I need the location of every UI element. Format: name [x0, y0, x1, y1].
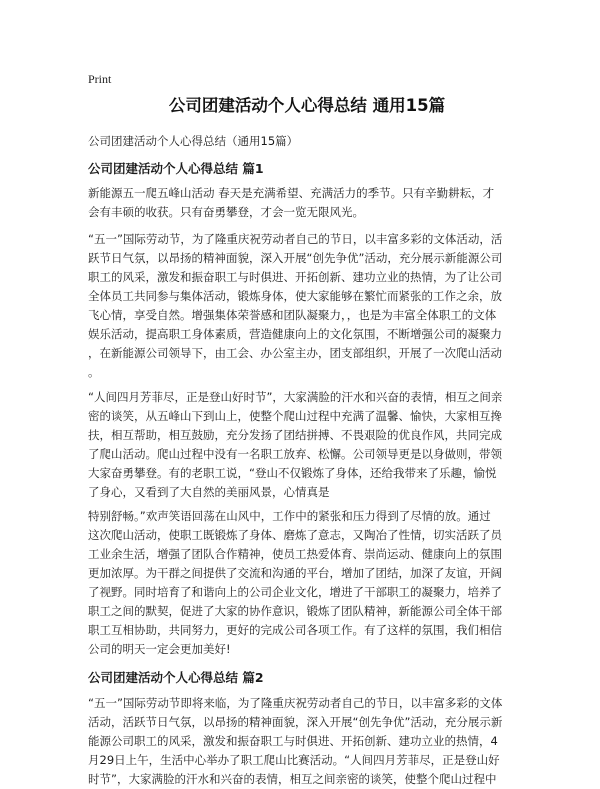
- document-title: 公司团建活动个人心得总结 通用15篇: [168, 96, 446, 115]
- paragraph-line: ，在新能源公司领导下，由工会、办公室主办，团支部组织，开展了一次爬山活动: [88, 346, 502, 360]
- paragraph-line: 职工互相协助，共同努力，更好的完成公司各项工作。有了这样的氛围，我们相信: [88, 623, 502, 637]
- paragraph-line: 跃节日气氛，以昂扬的精神面貌，深入开展“创先争优”活动，充分展示新能源公司: [88, 251, 503, 265]
- document-subtitle: 公司团建活动个人心得总结（通用15篇）: [88, 134, 299, 148]
- paragraph-line: 了爬山活动。爬山过程中没有一名职工放弃、松懈。公司领导更是以身做则，带领: [88, 447, 502, 461]
- paragraph-line: 公司的明天一定会更加美好!: [88, 642, 231, 656]
- paragraph-line: 扶，相互帮助，相互鼓励，充分发扬了团结拼搏、不畏艰险的优良作风，共同完成: [88, 428, 502, 442]
- paragraph-line: 密的谈笑，从五峰山下到山上，使整个爬山过程中充满了温馨、愉快，大家相互搀: [88, 409, 502, 423]
- paragraph-line: 工业余生活，增强了团队合作精神，使员工热爱体育、崇尚运动、健康向上的氛围: [88, 547, 502, 561]
- paragraph-line: 了身心，又看到了大自然的美丽风景，心情真是: [88, 485, 330, 499]
- paragraph-line: 时节”，大家满脸的汗水和兴奋的表情，相互之间亲密的谈笑，使整个爬山过程中: [88, 772, 497, 786]
- paragraph-line: 特别舒畅。”欢声笑语回荡在山风中，工作中的紧张和压力得到了尽情的放。通过: [88, 509, 491, 523]
- paragraph-line: “人间四月芳菲尽，正是登山好时节”，大家满脸的汗水和兴奋的表情，相互之间亲: [88, 390, 503, 404]
- paragraph-line: 这次爬山活动，使职工既锻炼了身体、磨炼了意志，又陶冶了性情，切实活跃了员: [88, 528, 502, 542]
- paragraph-line: 职工的风采，激发和振奋职工与时俱进、开拓创新、建功立业的热情，为了让公司: [88, 270, 502, 284]
- paragraph-line: 会有丰硕的收获。只有奋勇攀登，才会一览无限风光。: [88, 205, 364, 219]
- paragraph-line: 了视野。同时培育了和谐向上的公司企业文化，增进了干部职工的凝聚力，培养了: [88, 585, 502, 599]
- paragraph-line: 更加浓厚。为干群之间提供了交流和沟通的平台，增加了团结，加深了友谊，开阔: [88, 566, 502, 580]
- paragraph-line: 飞心情，享受自然。增强集体荣誉感和团队凝聚力，，也是为丰富全体职工的文体: [88, 308, 497, 322]
- paragraph-line: 职工之间的默契，促进了大家的协作意识，锻炼了团队精神，新能源公司全体干部: [88, 604, 502, 618]
- section-heading-1: 公司团建活动个人心得总结 篇1: [88, 161, 264, 176]
- paragraph-line: 能源公司职工的风采，激发和振奋职工与时俱进、开拓创新、建功立业的热情，4: [88, 734, 498, 748]
- paragraph-line: 活动，活跃节日气氛，以昂扬的精神面貌，深入开展“创先争优”活动，充分展示新: [88, 715, 503, 729]
- paragraph-line: “五一”国际劳动节即将来临，为了隆重庆祝劳动者自己的节日，以丰富多彩的文体: [88, 696, 503, 710]
- paragraph-line: 娱乐活动，提高职工身体素质，营造健康向上的文化氛围，不断增强公司的凝聚力: [88, 327, 502, 341]
- paragraph-line: 全体员工共同参与集体活动，锻炼身体，使大家能够在繁忙而紧张的工作之余，放: [88, 289, 502, 303]
- paragraph-line: 大家奋勇攀登。有的老职工说，“登山不仅锻炼了身体，还给我带来了乐趣，愉悦: [88, 466, 497, 480]
- paragraph-line: 月29日上午，生活中心举办了职工爬山比赛活动。“人间四月芳菲尽，正是登山好: [88, 753, 500, 767]
- paragraph-line: “五一”国际劳动节，为了隆重庆祝劳动者自己的节日，以丰富多彩的文体活动，活: [88, 232, 503, 246]
- print-link[interactable]: Print: [88, 72, 112, 86]
- paragraph-line: 新能源五一爬五峰山活动 春天是充满希望、充满活力的季节。只有辛勤耕耘，才: [88, 186, 495, 200]
- section-heading-2: 公司团建活动个人心得总结 篇2: [88, 670, 264, 685]
- paragraph-line: 。: [88, 365, 100, 379]
